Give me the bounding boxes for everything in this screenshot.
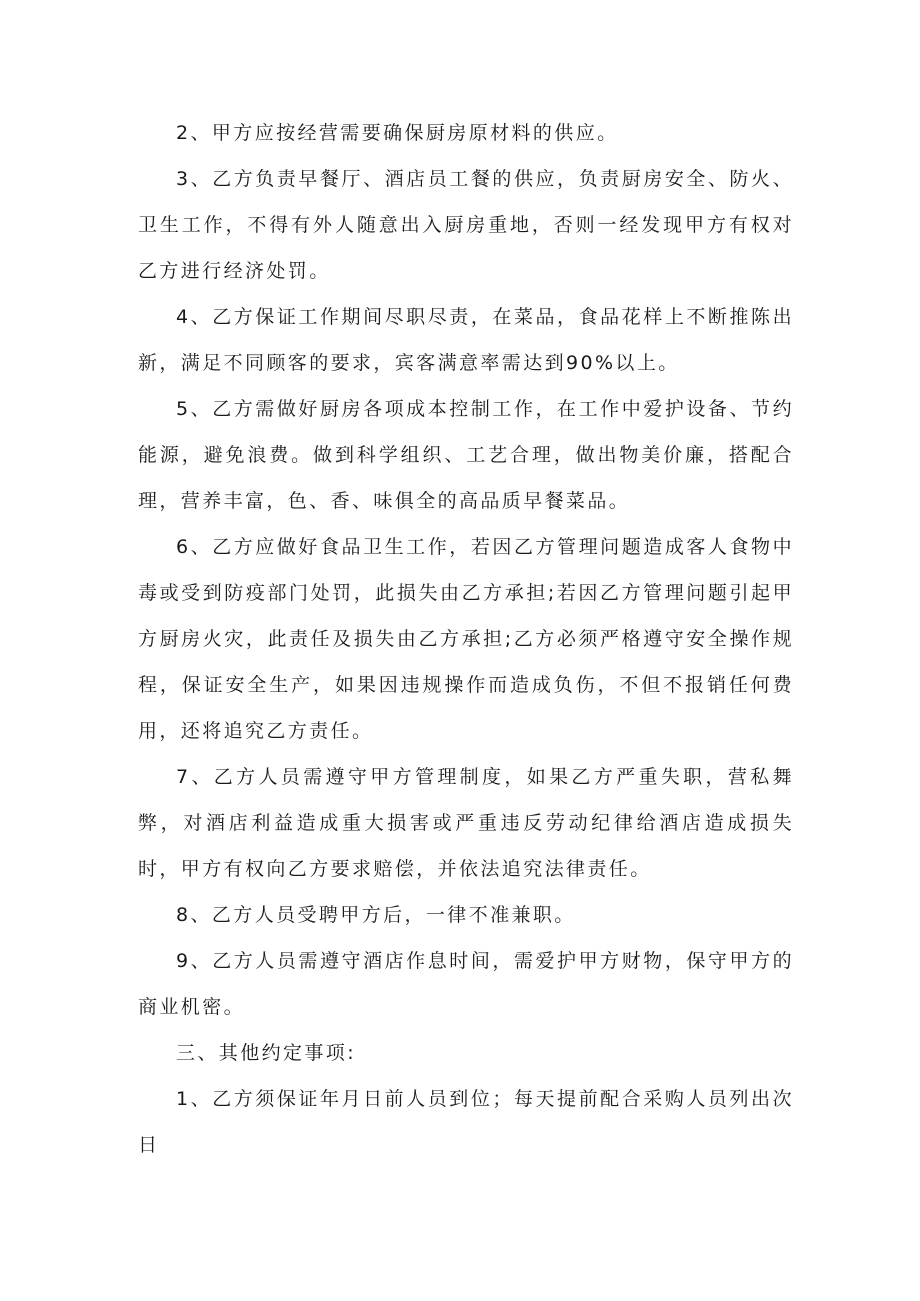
clause-7: 7、乙方人员需遵守甲方管理制度，如果乙方严重失职，营私舞弊，对酒店利益造成重大损害或严重违反劳动纪律给酒店造成损失时，甲方有权向乙方要求赔偿，并依法追究法律责任。 (138, 766, 794, 880)
document-body (138, 110, 794, 1168)
clause-3: 3、乙方负责早餐厅、酒店员工餐的供应，负责厨房安全、防火、卫生工作，不得有外人随意出入厨房重地，否则一经发现甲方有权对乙方进行经济处罚。 (138, 168, 794, 282)
clause-5: 5、乙方需做好厨房各项成本控制工作，在工作中爱护设备、节约能源，避免浪费。做到科学组织、工艺合理，做出物美价廉，搭配合理，营养丰富，色、香、味俱全的高品质早餐菜品。 (138, 398, 794, 512)
clause-9: 9、乙方人员需遵守酒店作息时间，需爱护甲方财物，保守甲方的商业机密。 (138, 950, 794, 1018)
clause-4: 4、乙方保证工作期间尽职尽责，在菜品，食品花样上不断推陈出新，满足不同顾客的要求，宾客满意率需达到90%以上。 (138, 306, 794, 374)
section-heading-other-terms: 三、其他约定事项: (176, 1042, 357, 1064)
clause-2: 2、甲方应按经营需要确保厨房原材料的供应。 (176, 122, 619, 144)
clause-8: 8、乙方人员受聘甲方后，一律不准兼职。 (176, 904, 576, 926)
clause-6: 6、乙方应做好食品卫生工作，若因乙方管理问题造成客人食物中毒或受到防疫部门处罚，此损失由乙方承担;若因乙方管理问题引起甲方厨房火灾，此责任及损失由乙方承担;乙方必须严格遵守安全操作规程，保证安全生产，如果因违规操作而造成负伤，不但不报销任何费用，还将追究乙方责任。 (138, 536, 794, 742)
other-terms-clause-1: 1、乙方须保证年月日前人员到位；每天提前配合采购人员列出次日 (138, 1088, 794, 1156)
